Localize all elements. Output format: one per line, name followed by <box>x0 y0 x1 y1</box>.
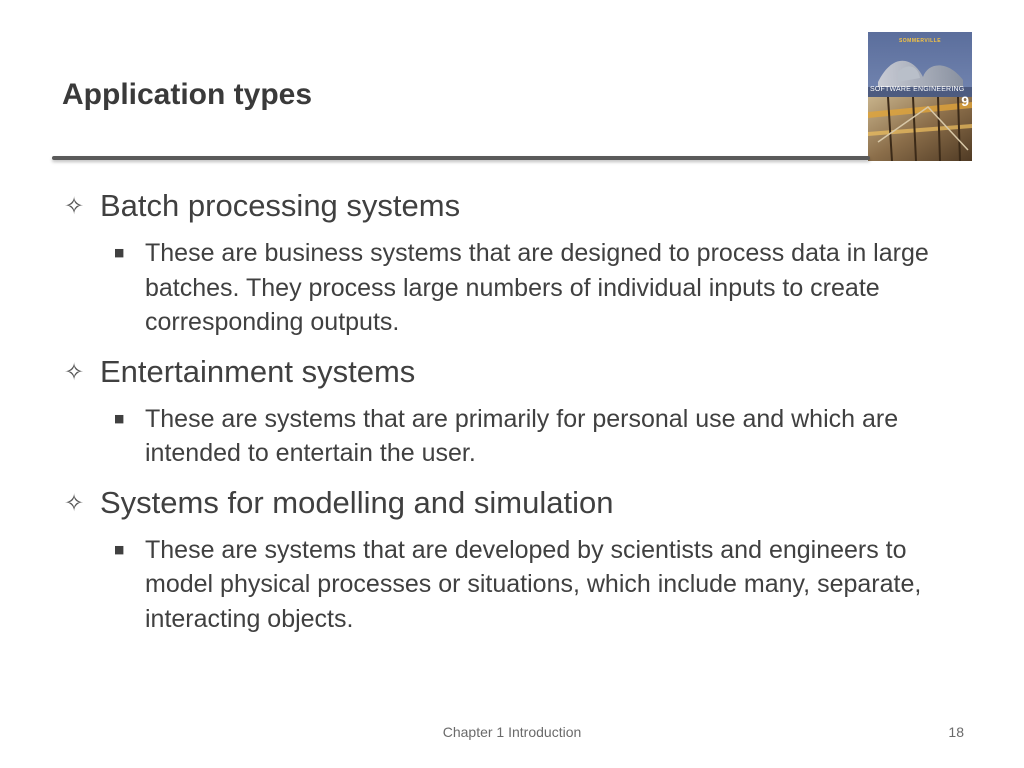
bullet-detail: These are systems that are primarily for personal use and which are intended to entertain the user. <box>145 404 899 467</box>
cover-author: SOMMERVILLE <box>898 38 942 44</box>
square-bullet-icon: ■ <box>114 411 125 425</box>
bullet-detail-item <box>114 533 944 637</box>
slide-title: Application types <box>62 78 313 111</box>
square-bullet-icon: ■ <box>114 246 125 259</box>
bullet-group <box>64 483 964 637</box>
bullet-group <box>64 352 964 471</box>
bullet-detail-item <box>114 402 944 471</box>
square-bullet-icon: ■ <box>114 542 125 556</box>
footer-chapter-label: Chapter 1 Introduction <box>442 724 582 740</box>
bullet-detail: These are systems that are developed by scientists and engineers to model physical processes or situations, which include many, separate, interacting objects. <box>145 535 922 633</box>
four-point-star-icon: ✧ <box>64 192 85 220</box>
page-number: 18 <box>948 724 964 740</box>
bullet-heading-item <box>64 186 964 226</box>
title-divider <box>52 156 870 160</box>
bullet-heading: Batch processing systems <box>100 188 461 223</box>
four-point-star-icon: ✧ <box>64 488 85 517</box>
bullet-heading: Entertainment systems <box>100 353 416 389</box>
bullet-list <box>64 186 964 648</box>
bullet-detail: These are business systems that are designed to process data in large batches. They process large numbers of individual inputs to create corresponding outputs. <box>145 239 929 336</box>
bullet-heading: Systems for modelling and simulation <box>100 484 614 520</box>
bullet-heading-item <box>64 352 964 392</box>
cover-edition: 9 <box>961 93 969 109</box>
bullet-detail-item <box>114 236 944 340</box>
cover-book-title: SOFTWARE ENGINEERING <box>870 86 965 93</box>
four-point-star-icon: ✧ <box>64 357 85 386</box>
bullet-heading-item <box>64 483 964 523</box>
book-cover-image <box>868 32 972 161</box>
bullet-group <box>64 186 964 340</box>
book-cover-artwork <box>868 32 972 161</box>
